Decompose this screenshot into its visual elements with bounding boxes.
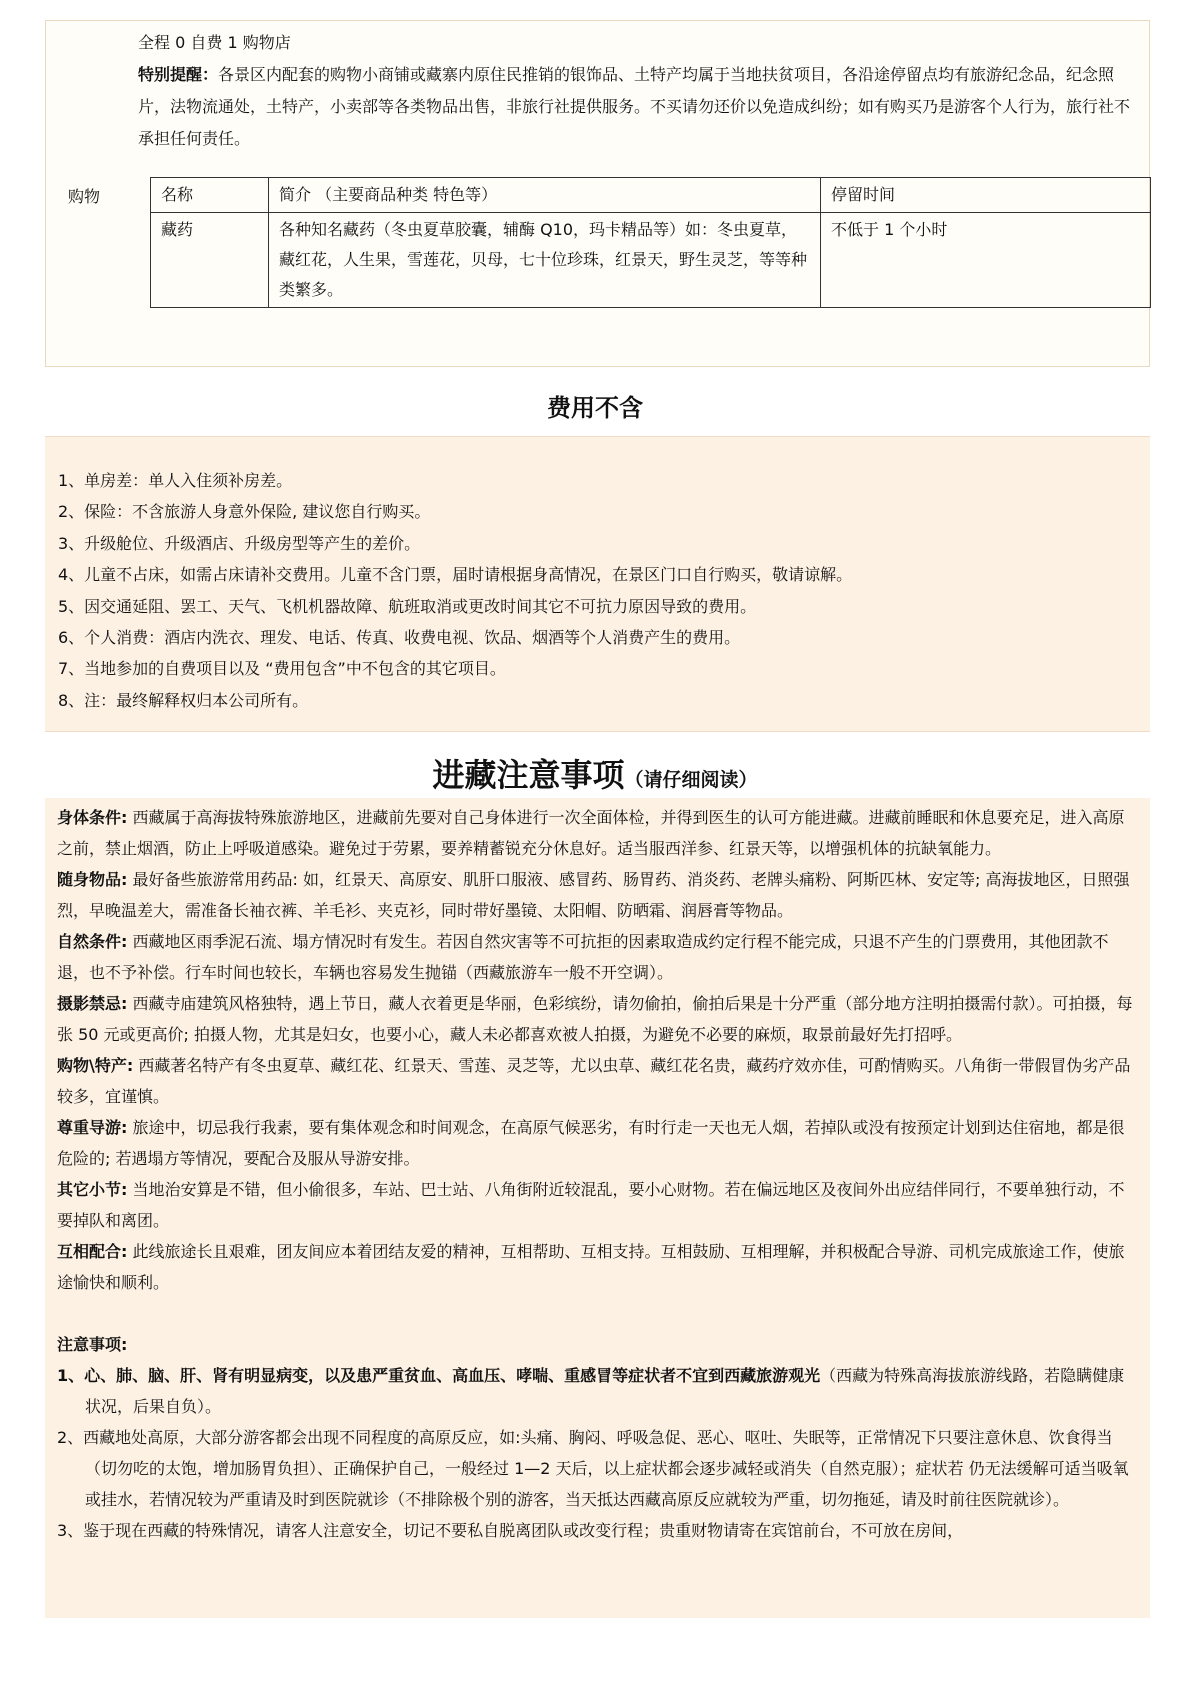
header-cell-name: 名称 (151, 178, 269, 213)
reminder-label: 特别提醒： (138, 65, 219, 84)
paragraph-text: 西藏寺庙建筑风格独特，遇上节日，藏人衣着更是华丽，色彩缤纷，请勿偷拍，偷拍后果是十分严重（部分地方注明拍摄需付款）。可拍摄，每张 50 元或更高价; 拍摄人物，尤其是妇女，也要小心，藏人未必都喜欢被人拍摄，为避免不必要的麻烦，取景前最好先打招呼。 (57, 994, 1133, 1044)
shopping-section (45, 20, 1150, 367)
reminder-text: 各景区内配套的购物小商铺或藏寨内原住民推销的银饰品、土特产均属于当地扶贫项目，各沿途停留点均有旅游纪念品，纪念照片，法物流通处，土特产，小卖部等各类物品出售，非旅行社提供服务。不买请勿还价以免造成纠纷；如有购买乃是游客个人行为，旅行社不承担任何责任。 (138, 65, 1131, 148)
paragraph-label: 购物\特产: (57, 1056, 134, 1075)
paragraph-items (57, 864, 1135, 926)
paragraph-text: 旅途中，切忌我行我素，要有集体观念和时间观念，在高原气候恶劣，有时行走一天也无人烟，若掉队或没有按预定计划到达住宿地，都是很危险的; 若遇塌方等情况，要配合及服从导游安排。 (57, 1118, 1125, 1168)
paragraph-text: 此线旅途长且艰难，团友间应本着团结友爱的精神，互相帮助、互相支持。互相鼓励、互相理解，并积极配合导游、司机完成旅途工作，使旅途愉快和顺利。 (57, 1242, 1125, 1292)
list-item (57, 1515, 1135, 1546)
exclude-title: 费用不含 (547, 394, 643, 422)
paragraph-text: 西藏属于高海拔特殊旅游地区，进藏前先要对自己身体进行一次全面体检，并得到医生的认可方能进藏。进藏前睡眠和休息要充足，进入高原之前，禁止烟酒，防止上呼吸道感染。避免过于劳累，要养精蓄锐充分休息好。适当服西洋参、红景天等，以增强机体的抗缺氧能力。 (57, 808, 1125, 858)
notice-title: 注意事项: (57, 1335, 128, 1354)
paragraph-label: 自然条件: (57, 932, 128, 951)
list-item: 5、因交通延阻、罢工、天气、飞机机器故障、航班取消或更改时间其它不可抗力原因导致的费用。 (58, 596, 757, 616)
table-cell: 不低于 1 个小时 (821, 213, 1151, 308)
list-item: 3、升级舱位、升级酒店、升级房型等产生的差价。 (58, 533, 421, 553)
paragraph-other (57, 1174, 1135, 1236)
list-item: 6、个人消费：酒店内洗衣、理发、电话、传真、收费电视、饮品、烟酒等个人消费产生的费用。 (58, 628, 741, 648)
list-item (57, 1422, 1135, 1515)
paragraph-nature (57, 926, 1135, 988)
paragraph-text: 西藏地区雨季泥石流、塌方情况时有发生。若因自然灾害等不可抗拒的因素取造成约定行程不能完成，只退不产生的门票费用，其他团款不退，也不予补偿。行车时间也较长，车辆也容易发生抛锚（西藏旅游车一般不开空调）。 (57, 932, 1109, 982)
notes-title: 进藏注意事项 (432, 756, 625, 794)
shopping-row-label: 购物 (68, 187, 101, 206)
list-item (57, 1360, 1135, 1422)
paragraph-label: 互相配合: (57, 1242, 128, 1261)
table-cell: 藏药 (151, 213, 269, 308)
table-header-row (151, 178, 1151, 213)
list-item: 7、当地参加的自费项目以及 “费用包含”中不包含的其它项目。 (58, 659, 506, 679)
notes-heading (0, 750, 1190, 796)
paragraph-label: 身体条件: (57, 808, 128, 827)
item-text: 3、鉴于现在西藏的特殊情况，请客人注意安全，切记不要私自脱离团队或改变行程；贵重财物请寄在宾馆前台，不可放在房间， (57, 1521, 964, 1540)
list-item: 1、单房差：单人入住须补房差。 (58, 471, 293, 490)
list-item: 2、保险：不含旅游人身意外保险, 建议您自行购买。 (58, 502, 431, 522)
shopping-summary: 全程 0 自费 1 购物店 (138, 33, 291, 52)
item-bold: 1、心、肺、脑、肝、肾有明显病变，以及患严重贫血、高血压、哮喘、重感冒等症状者不宜到西藏旅游观光 (57, 1366, 821, 1385)
paragraph-text: 当地治安算是不错，但小偷很多，车站、巴士站、八角街附近较混乱，要小心财物。若在偏远地区及夜间外出应结伴同行，不要单独行动，不要掉队和离团。 (57, 1180, 1125, 1230)
paragraph-text: 西藏著名特产有冬虫夏草、藏红花、红景天、雪莲、灵芝等，尤以虫草、藏红花名贵，藏药疗效亦佳，可酌情购买。八角街一带假冒伪劣产品较多，宜谨慎。 (57, 1056, 1131, 1106)
item-text: （西藏为特殊高海拔旅游线路，若隐瞒健康状况，后果自负）。 (85, 1366, 1125, 1416)
paragraph-body (57, 802, 1135, 864)
header-cell-duration: 停留时间 (821, 178, 1151, 213)
paragraph-label: 随身物品: (57, 870, 128, 889)
shopping-header (138, 27, 1138, 155)
table-row (151, 213, 1151, 308)
paragraph-label: 摄影禁忌: (57, 994, 128, 1013)
notes-section (45, 798, 1150, 1618)
exclude-list (45, 437, 1150, 716)
paragraph-label: 其它小节: (57, 1180, 128, 1199)
table-cell: 各种知名藏药（冬虫夏草胶囊，辅酶 Q10，玛卡精品等）如：冬虫夏草，藏红花，人生果，雪莲花，贝母，七十位珍珠，红景天，野生灵芝，等等种类繁多。 (269, 213, 821, 308)
paragraph-label: 尊重导游: (57, 1118, 128, 1137)
shopping-table (150, 177, 1151, 308)
paragraph-text: 最好备些旅游常用药品: 如，红景天、高原安、肌肝口服液、感冒药、肠胃药、消炎药、老牌头痛粉、阿斯匹林、安定等; 高海拔地区，日照强烈，早晚温差大，需准备长袖衣裤、羊毛衫、夹克衫，同时带好墨镜、太阳帽、防晒霜、润唇膏等物品。 (57, 870, 1130, 920)
list-item: 4、儿童不占床，如需占床请补交费用。儿童不含门票，届时请根据身高情况，在景区门口自行购买，敬请谅解。 (58, 565, 853, 585)
notes-subtitle: （请仔细阅读） (624, 769, 758, 791)
list-item: 8、注：最终解释权归本公司所有。 (58, 690, 309, 710)
paragraph-cooperate (57, 1236, 1135, 1298)
item-text: 2、西藏地处高原，大部分游客都会出现不同程度的高原反应，如:头痛、胸闷、呼吸急促、恶心、呕吐、失眠等，正常情况下只要注意休息、饮食得当（切勿吃的太饱，增加肠胃负担）、正确保护自己，一般经过 1—2 天后，以上症状都会逐步减轻或消失（自然克服）；症状若 仍无法缓解可适当吸氧或挂水，若情况较为严重请及时到医院就诊（不排除极个别的游客，当天抵达西藏高原反应就较为严重，切勿拖延，请及时前往医院就诊）。 (57, 1428, 1129, 1509)
exclude-section (45, 436, 1150, 732)
paragraph-guide (57, 1112, 1135, 1174)
paragraph-shopping (57, 1050, 1135, 1112)
shopping-reminder (138, 59, 1138, 155)
header-cell-description: 简介 （主要商品种类 特色等） (269, 178, 821, 213)
paragraph-photo (57, 988, 1135, 1050)
